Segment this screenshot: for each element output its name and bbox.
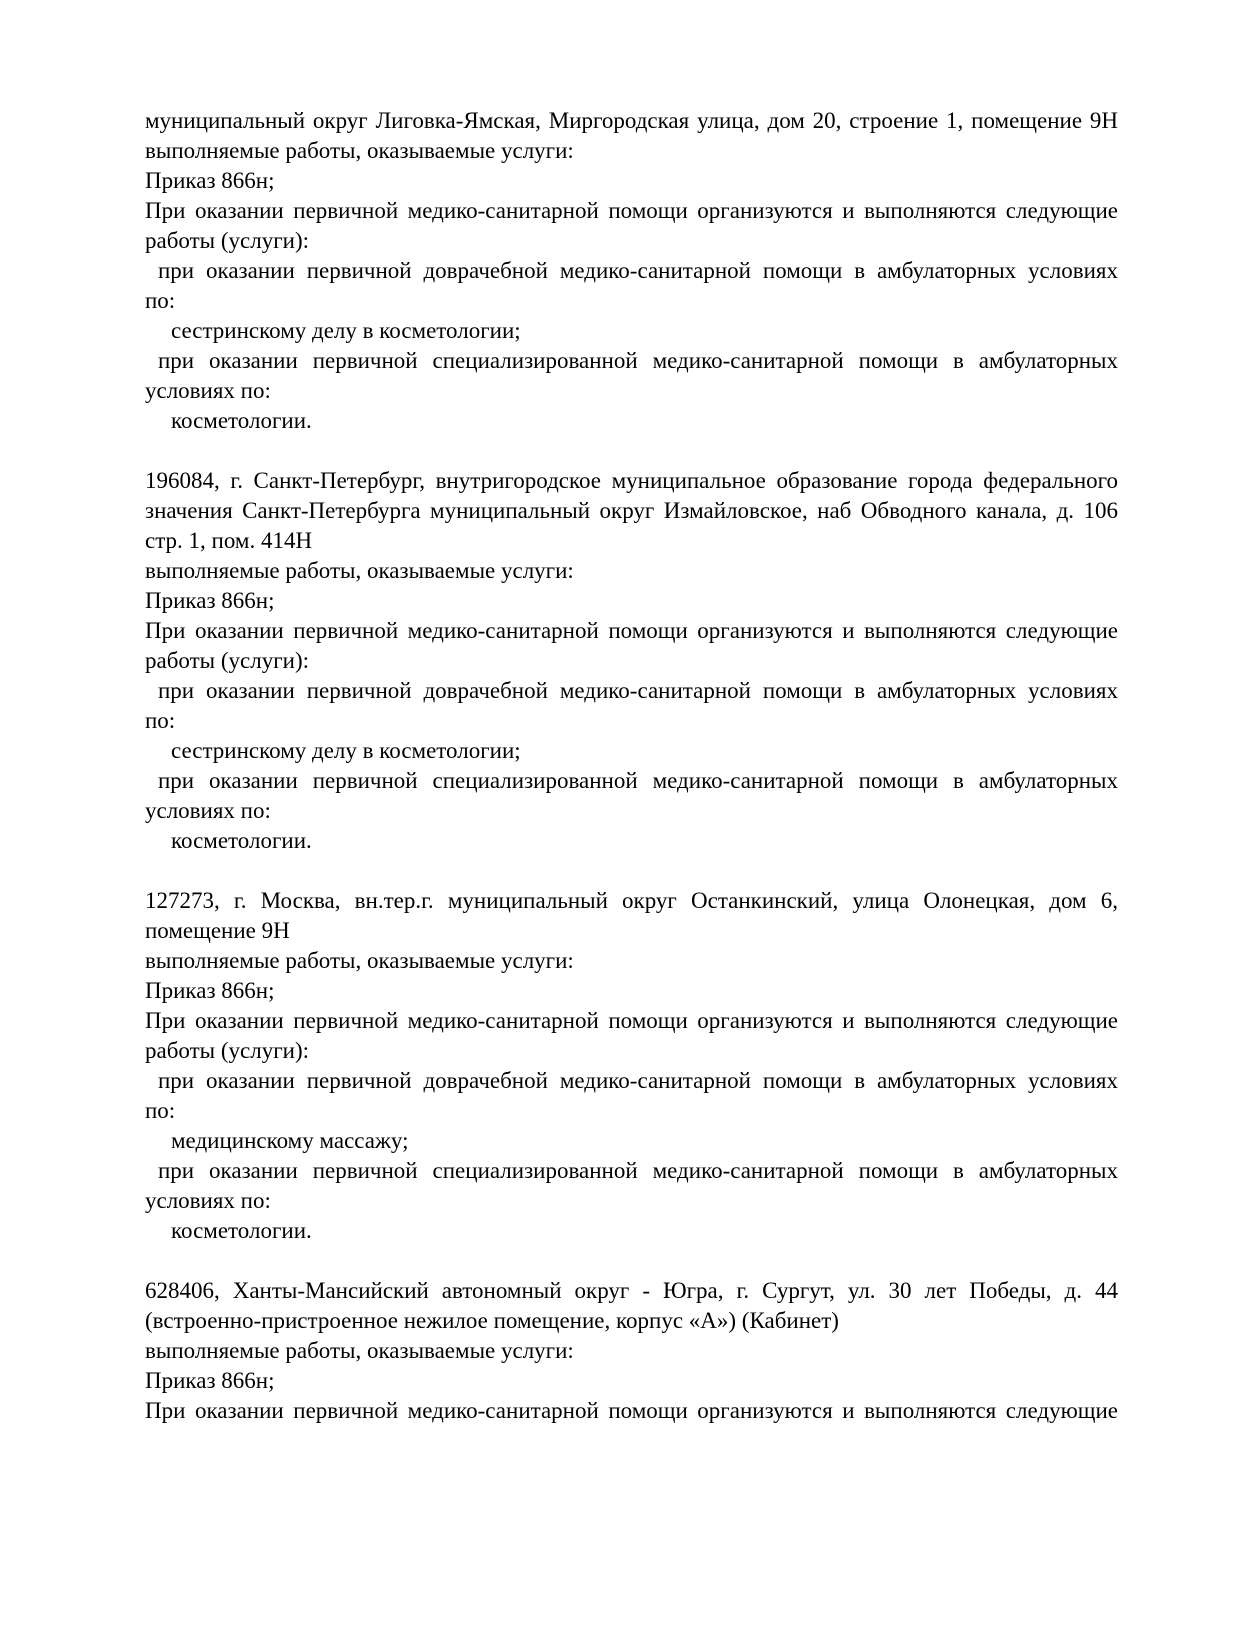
text-line: по:	[145, 708, 176, 733]
text-line: выполняемые работы, оказываемые услуги:	[145, 558, 574, 583]
text-line: при оказании первичной доврачебной медико-санитарной помощи в амбулаторных условиях	[158, 1068, 1118, 1093]
text-line: условиях по:	[145, 798, 271, 823]
text-line: При оказании первичной медико-санитарной помощи организуются и выполняются следующие	[145, 1008, 1118, 1033]
text-line: при оказании первичной доврачебной медико-санитарной помощи в амбулаторных условиях	[158, 678, 1118, 703]
text-line: Приказ 866н;	[145, 168, 275, 193]
text-line: при оказании первичной специализированной медико-санитарной помощи в амбулаторных	[158, 348, 1118, 373]
text-line: стр. 1, пом. 414Н	[145, 528, 313, 553]
text-line: 628406, Ханты-Мансийский автономный округ - Югра, г. Сургут, ул. 30 лет Победы, д. 44	[145, 1278, 1118, 1303]
license-address-block	[145, 466, 1118, 856]
license-address-block	[145, 1276, 1118, 1426]
text-line: при оказании первичной специализированной медико-санитарной помощи в амбулаторных	[158, 1158, 1118, 1183]
text-line: При оказании первичной медико-санитарной помощи организуются и выполняются следующие	[145, 198, 1118, 223]
text-line: Приказ 866н;	[145, 588, 275, 613]
license-address-block	[145, 886, 1118, 1246]
text-line: муниципальный округ Лиговка-Ямская, Миргородская улица, дом 20, строение 1, помещение 9Н	[145, 108, 1118, 133]
text-line: сестринскому делу в косметологии;	[171, 738, 521, 763]
text-line: значения Санкт-Петербурга муниципальный округ Измайловское, наб Обводного канала, д. 106	[145, 498, 1118, 523]
text-line: по:	[145, 288, 176, 313]
text-line: при оказании первичной доврачебной медико-санитарной помощи в амбулаторных условиях	[158, 258, 1118, 283]
text-line: Приказ 866н;	[145, 1368, 275, 1393]
text-line: косметологии.	[171, 828, 312, 853]
text-line: При оказании первичной медико-санитарной помощи организуются и выполняются следующие	[145, 1398, 1118, 1423]
license-text-area	[145, 106, 1118, 1426]
text-line: косметологии.	[171, 1218, 312, 1243]
text-line: 196084, г. Санкт-Петербург, внутригородское муниципальное образование города федерального	[145, 468, 1118, 493]
text-line: косметологии.	[171, 408, 312, 433]
text-line: При оказании первичной медико-санитарной помощи организуются и выполняются следующие	[145, 618, 1118, 643]
text-line: по:	[145, 1098, 176, 1123]
text-line: работы (услуги):	[145, 648, 309, 673]
text-line: помещение 9Н	[145, 918, 290, 943]
text-line: условиях по:	[145, 1188, 271, 1213]
text-line: работы (услуги):	[145, 1038, 309, 1063]
license-address-block	[145, 106, 1118, 436]
text-line: Приказ 866н;	[145, 978, 275, 1003]
text-line: работы (услуги):	[145, 228, 309, 253]
text-line: выполняемые работы, оказываемые услуги:	[145, 948, 574, 973]
text-line: сестринскому делу в косметологии;	[171, 318, 521, 343]
text-line: при оказании первичной специализированной медико-санитарной помощи в амбулаторных	[158, 768, 1118, 793]
text-line: медицинскому массажу;	[171, 1128, 409, 1153]
text-line: (встроенно-пристроенное нежилое помещение, корпус «А») (Кабинет)	[145, 1308, 839, 1333]
text-line: выполняемые работы, оказываемые услуги:	[145, 1338, 574, 1363]
text-line: условиях по:	[145, 378, 271, 403]
text-line: 127273, г. Москва, вн.тер.г. муниципальный округ Останкинский, улица Олонецкая, дом 6,	[145, 888, 1118, 913]
text-line: выполняемые работы, оказываемые услуги:	[145, 138, 574, 163]
